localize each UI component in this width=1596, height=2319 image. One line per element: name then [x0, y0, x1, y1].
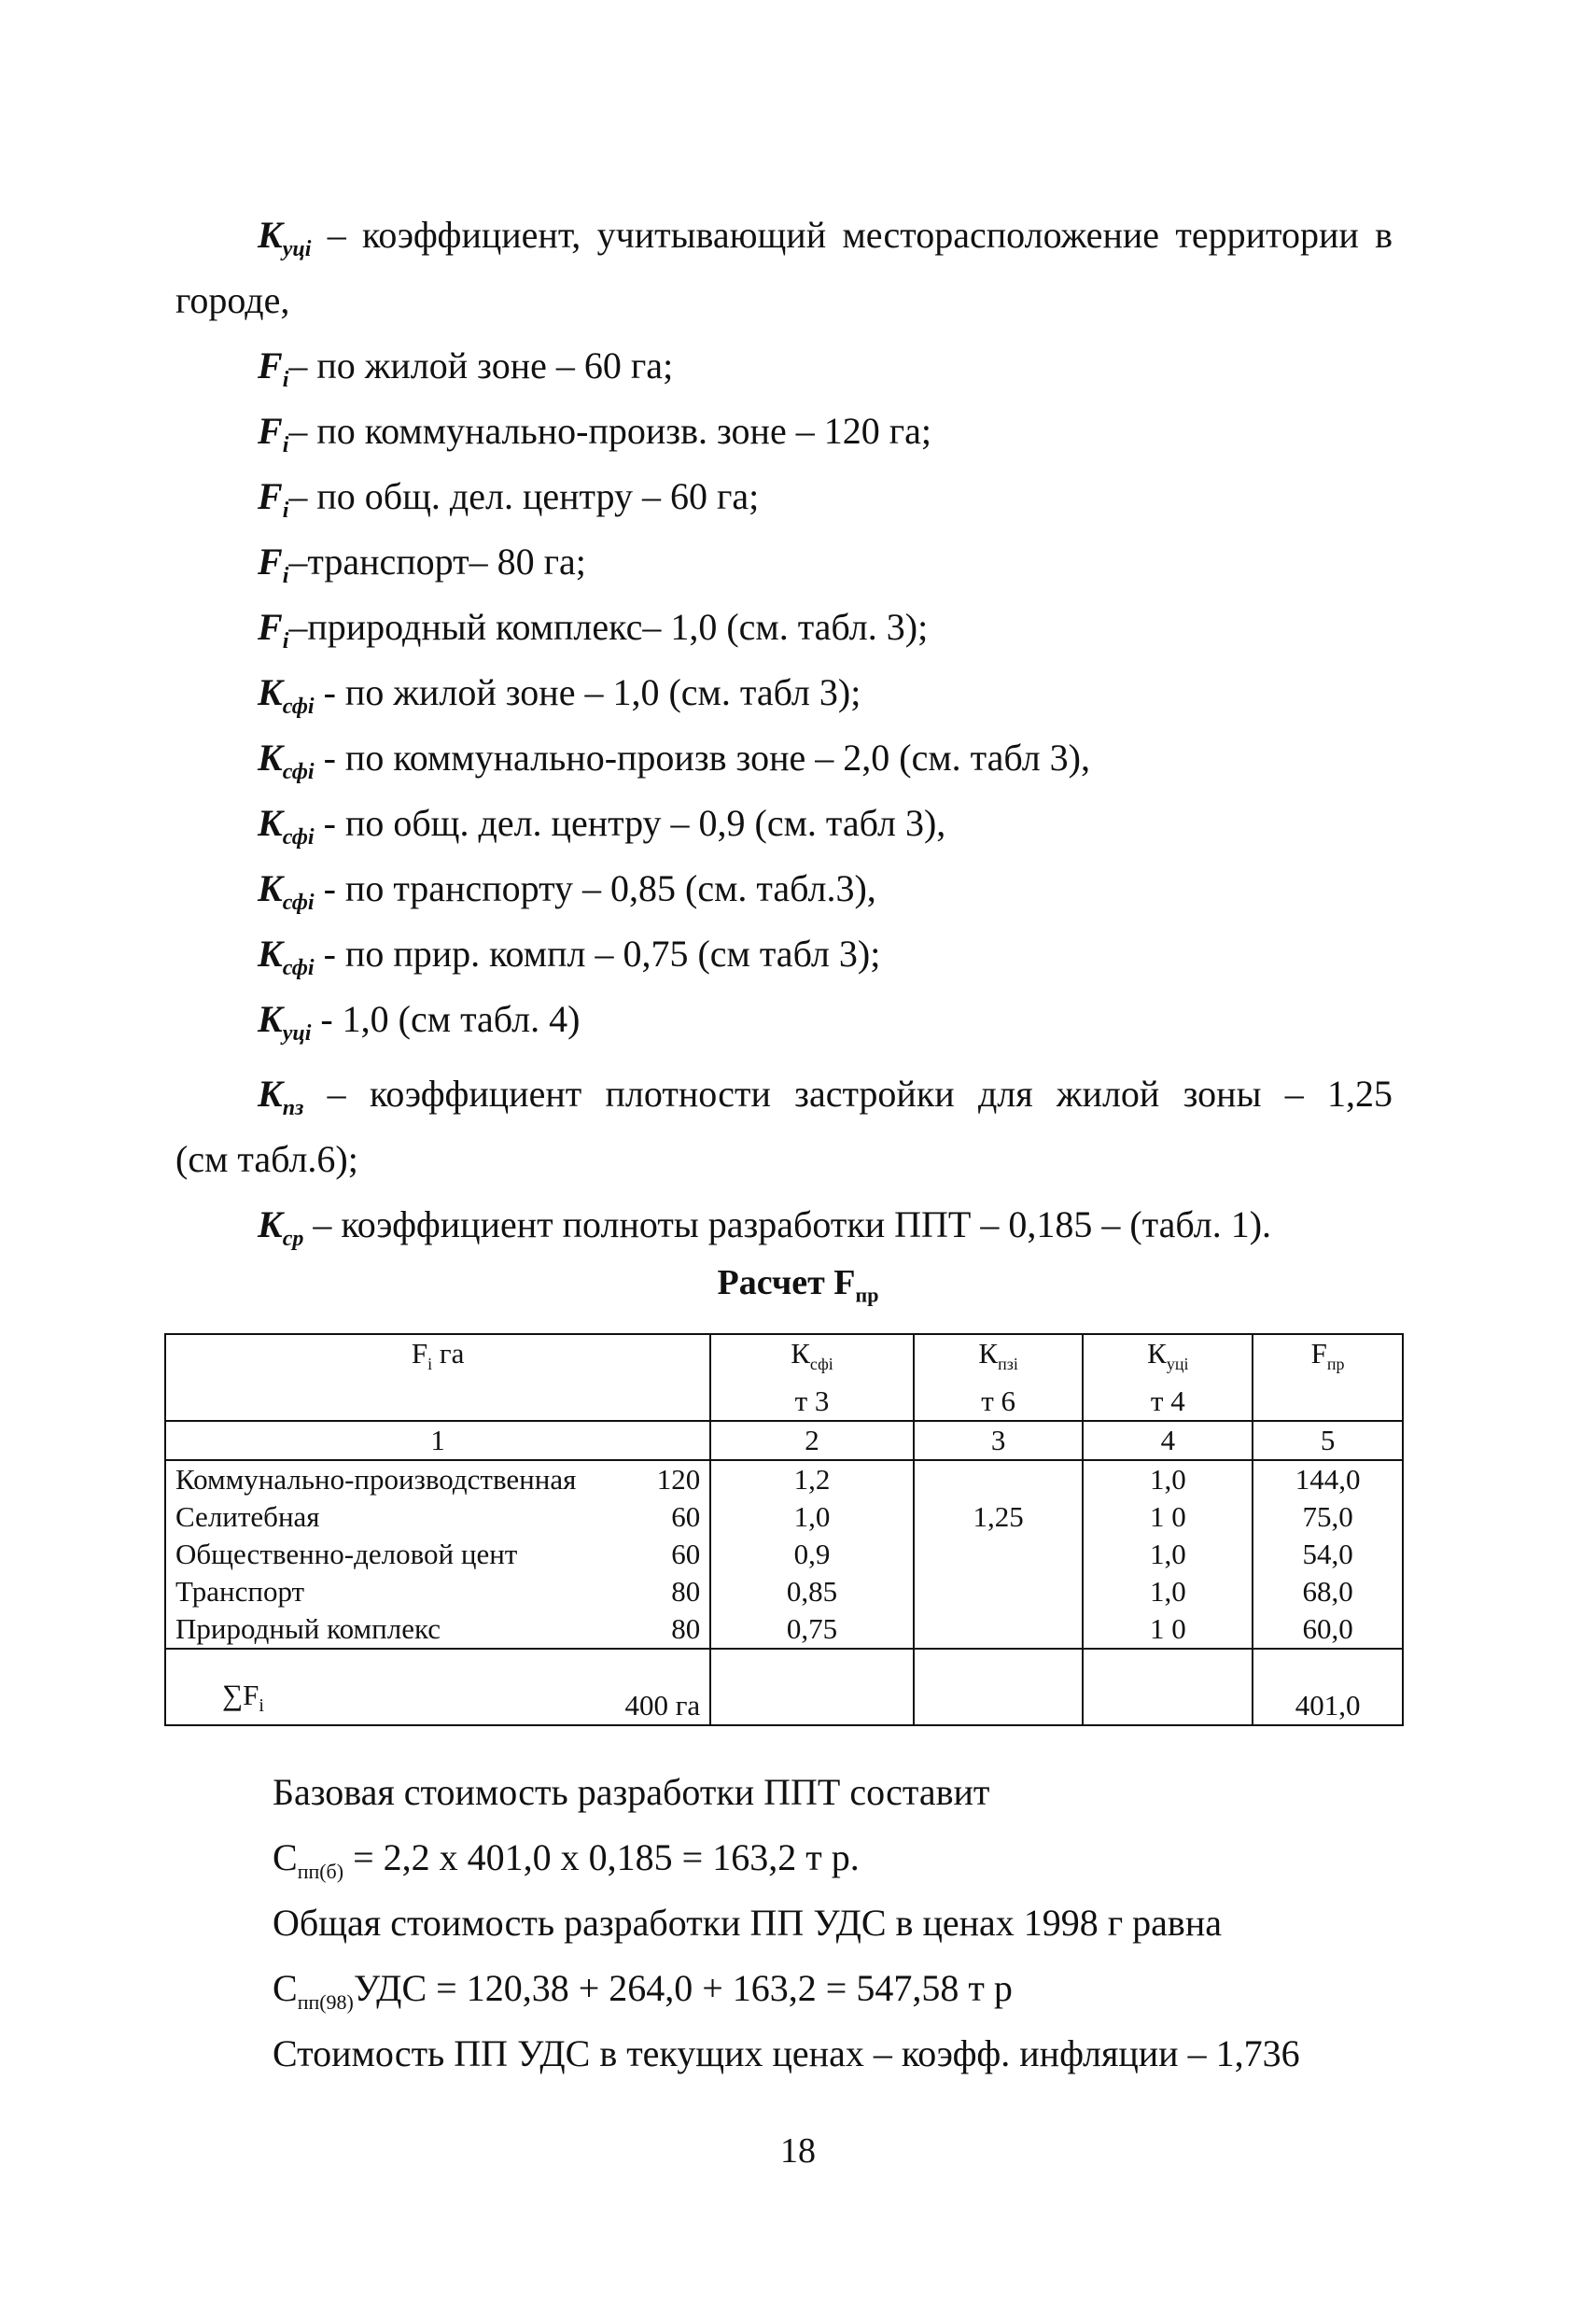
table-caption: Расчет $F_{пр}$	[717, 1263, 879, 1307]
total-label-cell	[165, 1649, 710, 1725]
kpz-word: плотности	[605, 1073, 771, 1115]
definition-text: - по жилой зоне – 1,0 (см. табл 3);	[314, 671, 861, 713]
column-header: $К_{уцi}$ т 4	[1083, 1334, 1253, 1421]
total-cost-formula: $С_{пп(98)}УДС = 120,38 + 264,0 + 163,2 = 547,58$ т р	[273, 1967, 1013, 2014]
total-empty-cell	[710, 1649, 914, 1725]
cell-kpz	[924, 1536, 1073, 1573]
definition-symbol: $K_{сфi}$	[258, 671, 315, 719]
definition-symbol: $K_{сфi}$	[258, 933, 315, 980]
definition-line	[258, 670, 861, 729]
territory-name: Коммунально-производственная	[175, 1463, 577, 1497]
cell-kuc: 1 0	[1149, 1500, 1186, 1534]
column-number: 4	[1083, 1421, 1253, 1460]
column-header: $F_{пр}$	[1253, 1334, 1403, 1421]
definition-text: - по прир. компл – 0,75 (см табл 3);	[314, 933, 881, 975]
definition-text: - по транспорту – 0,85 (см. табл.3),	[314, 867, 876, 909]
definition-text: – по общ. дел. центру – 60 га;	[288, 475, 760, 517]
cell-kpz	[924, 1573, 1073, 1610]
cell-ksf: 1,2	[793, 1463, 831, 1497]
type-column	[165, 1460, 710, 1649]
cell-fpr: 54,0	[1302, 1538, 1353, 1571]
cell-ksf: 0,9	[793, 1538, 831, 1571]
cell-ksf: 0,75	[786, 1612, 838, 1646]
kpz-column	[914, 1460, 1084, 1649]
cell-fpr: 75,0	[1302, 1500, 1353, 1534]
inflation-text: Стоимость ПП УДС в текущих ценах – коэфф. инфляции – 1,736	[273, 2032, 1300, 2074]
total-label: $\sum F_i$	[222, 1679, 264, 1717]
definition-text: – по жилой зоне – 60 га;	[288, 344, 674, 386]
territory-name: Общественно-деловой цент	[175, 1538, 518, 1571]
cell-kuc: 1,0	[1149, 1463, 1186, 1497]
definition-line	[258, 605, 928, 664]
definition-text: - по коммунально-произв зоне – 2,0 (см. табл 3),	[314, 737, 1090, 779]
total-area: 400 га	[624, 1689, 701, 1722]
definition-symbol: $K_{сфi}$	[258, 737, 315, 784]
definition-symbol: $F_i$	[258, 410, 289, 457]
table-row	[175, 1536, 700, 1573]
ksr-symbol: $K_{ср}$	[258, 1203, 304, 1251]
ksr-definition: $K_{ср}$ – коэффициент полноты разработки ППТ – 0,185 – (табл. 1).	[258, 1203, 1272, 1251]
definition-line	[258, 801, 945, 860]
definition-symbol: $F_i$	[258, 606, 289, 654]
total-cost-text: Общая стоимость разработки ПП УДС в ценах 1998 г равна	[273, 1902, 1222, 1944]
kpz-symbol: $K_{пз}$	[258, 1073, 304, 1120]
total-empty-cell	[1083, 1649, 1253, 1725]
cell-fpr: 68,0	[1302, 1575, 1353, 1609]
definition-text: - по общ. дел. центру – 0,9 (см. табл 3),	[314, 802, 946, 844]
table-total-row	[165, 1649, 1403, 1725]
kpz-continuation: (см табл.6);	[175, 1138, 358, 1180]
column-number: 1	[165, 1421, 710, 1460]
definition-text: –природный комплекс– 1,0 (см. табл. 3);	[288, 606, 929, 648]
definition-line	[258, 409, 931, 468]
table-row	[175, 1610, 700, 1648]
cell-kuc: 1,0	[1149, 1575, 1186, 1609]
definition-line	[258, 932, 880, 991]
total-empty-cell	[914, 1649, 1084, 1725]
ksf-column	[710, 1460, 914, 1649]
column-header: $К_{пзi}$ т 6	[914, 1334, 1084, 1421]
column-number-row	[165, 1421, 1403, 1460]
cell-fpr: 60,0	[1302, 1612, 1353, 1646]
total-fpr: 401,0	[1253, 1649, 1403, 1725]
cell-kpz	[924, 1461, 1073, 1498]
table-header-row	[165, 1334, 1403, 1421]
table-data-block	[165, 1460, 1403, 1649]
cell-kpz: 1,25	[973, 1500, 1024, 1534]
definition-line	[258, 736, 1090, 794]
kpz-word: –	[327, 1073, 346, 1115]
definition-line	[175, 278, 289, 323]
definition-symbol: $F_i$	[258, 475, 289, 523]
kpz-word: –	[1284, 1073, 1304, 1115]
territory-area: 80	[671, 1575, 701, 1609]
base-cost-formula: $С_{пп(б)} = 2,2$ х 401,0 х 0,185 = 163,2 т р.	[273, 1836, 860, 1883]
kpz-word: 1,25	[1327, 1073, 1393, 1115]
column-number: 5	[1253, 1421, 1403, 1460]
kpz-word: коэффициент	[369, 1073, 582, 1115]
definition-symbol: $K_{сфi}$	[258, 867, 315, 915]
cell-kuc: 1,0	[1149, 1538, 1186, 1571]
definition-line	[258, 540, 586, 598]
kpz-word: жилой	[1056, 1073, 1160, 1115]
territory-area: 120	[656, 1463, 701, 1497]
definition-symbol: $K_{сфi}$	[258, 802, 315, 850]
table-row	[175, 1498, 700, 1536]
table-row	[175, 1573, 700, 1610]
definition-text: – по коммунально-произв. зоне – 120 га;	[288, 410, 931, 452]
territory-name: Природный комплекс	[175, 1612, 441, 1646]
cell-ksf: 1,0	[793, 1500, 831, 1534]
definition-text: –транспорт– 80 га;	[288, 541, 586, 583]
kpz-word: зоны	[1183, 1073, 1262, 1115]
calculation-table	[164, 1333, 1404, 1726]
territory-name: Транспорт	[175, 1575, 305, 1609]
column-number: 3	[914, 1421, 1084, 1460]
definition-text: - 1,0 (см табл. 4)	[311, 998, 581, 1040]
cell-kuc: 1 0	[1149, 1612, 1186, 1646]
kpz-word: застройки	[794, 1073, 955, 1115]
definition-line	[258, 997, 580, 1056]
territory-area: 80	[671, 1612, 701, 1646]
definition-line	[258, 474, 759, 533]
base-cost-text: Базовая стоимость разработки ППТ составит	[273, 1771, 990, 1813]
definition-symbol: $F_i$	[258, 344, 289, 392]
kpz-definition	[258, 1072, 1393, 1131]
column-header: $F_i$ га	[165, 1334, 710, 1421]
definition-text: городе,	[175, 279, 290, 321]
territory-area: 60	[671, 1500, 701, 1534]
cell-fpr: 144,0	[1295, 1463, 1361, 1497]
definition-symbol: $K_{уцi}$	[258, 214, 312, 261]
definition-line	[258, 866, 876, 925]
territory-name: Селитебная	[175, 1500, 320, 1534]
column-number: 2	[710, 1421, 914, 1460]
table-row	[175, 1461, 700, 1498]
definition-line	[258, 344, 673, 402]
page-number: 18	[780, 2131, 816, 2171]
definition-symbol: $F_i$	[258, 541, 289, 588]
definition-line: $K_{уцi}$ – коэффициент, учитывающий месторасположение территории в	[258, 213, 1393, 272]
definition-symbol: $K_{уцi}$	[258, 998, 312, 1046]
kuc-column	[1083, 1460, 1253, 1649]
cell-ksf: 0,85	[786, 1575, 838, 1609]
column-header: $К_{сфi}$ т 3	[710, 1334, 914, 1421]
fpr-column	[1253, 1460, 1403, 1649]
cell-kpz	[924, 1610, 1073, 1648]
kpz-word: для	[977, 1073, 1033, 1115]
territory-area: 60	[671, 1538, 701, 1571]
